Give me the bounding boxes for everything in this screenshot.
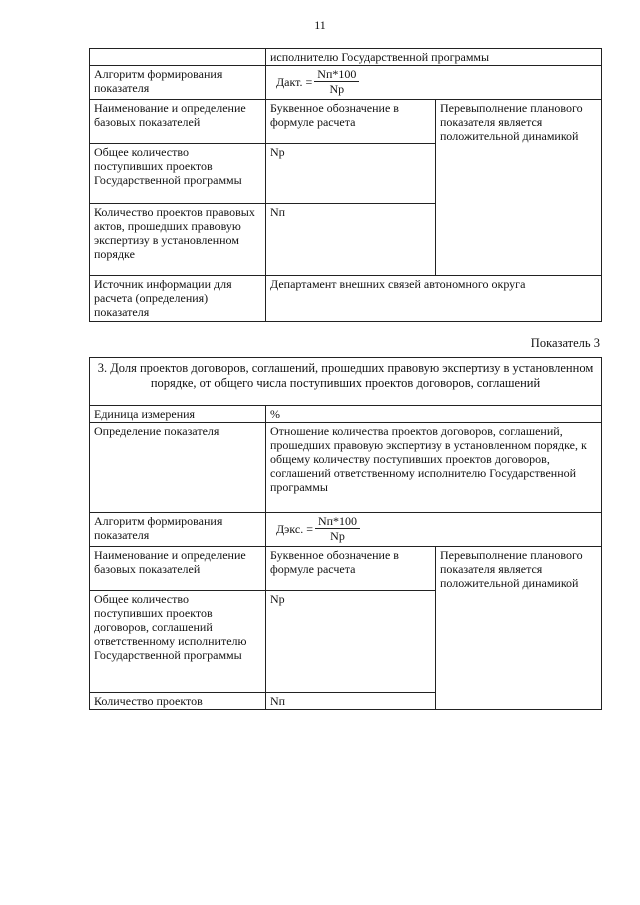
base-indicator-name: Общее количество поступивших проектов Государственной программы bbox=[90, 144, 266, 204]
base-indicator-symbol: Nп bbox=[266, 693, 436, 710]
base-indicator-symbol: Nр bbox=[266, 591, 436, 693]
base-indicator-name: Общее количество поступивших проектов договоров, соглашений ответственному исполнителю Государственной программы bbox=[90, 591, 266, 693]
note-cell: Перевыполнение планового показателя является положительной динамикой bbox=[436, 547, 602, 710]
indicator-table-2-continued bbox=[89, 48, 602, 322]
base-indicators-header: Наименование и определение базовых показателей bbox=[90, 547, 266, 591]
algorithm-label: Алгоритм формирования показателя bbox=[90, 66, 266, 100]
formula-denominator: Nр bbox=[330, 529, 345, 543]
indicator-table-3 bbox=[89, 357, 602, 710]
formula-cell bbox=[266, 513, 602, 547]
indicator-label: Показатель 3 bbox=[530, 336, 600, 350]
note-cell: Перевыполнение планового показателя является положительной динамикой bbox=[436, 100, 602, 276]
algorithm-label: Алгоритм формирования показателя bbox=[90, 513, 266, 547]
formula-lhs: Дэкс. = bbox=[276, 522, 313, 536]
definition-value: Отношение количества проектов договоров, соглашений, прошедших правовую экспертизу в установленном порядке, к общему количеству поступивших проектов договоров, соглашений ответственному исполнителю Государственной программы bbox=[266, 423, 602, 513]
formula-numerator: Nп*100 bbox=[315, 515, 360, 529]
formula-fraction bbox=[314, 68, 359, 96]
formula bbox=[270, 67, 597, 97]
continuation-text: исполнителю Государственной программы bbox=[266, 49, 602, 66]
formula-cell bbox=[266, 66, 602, 100]
symbol-header: Буквенное обозначение в формуле расчета bbox=[266, 547, 436, 591]
empty-cell bbox=[90, 49, 266, 66]
base-indicator-name: Количество проектов правовых актов, прошедших правовую экспертизу в установленном порядке bbox=[90, 204, 266, 276]
formula bbox=[270, 514, 597, 544]
base-indicator-symbol: Nп bbox=[266, 204, 436, 276]
source-value: Департамент внешних связей автономного округа bbox=[266, 276, 602, 322]
source-label: Источник информации для расчета (определения) показателя bbox=[90, 276, 266, 322]
page-number: 11 bbox=[314, 18, 326, 32]
symbol-header: Буквенное обозначение в формуле расчета bbox=[266, 100, 436, 144]
unit-value: % bbox=[266, 406, 602, 423]
base-indicator-symbol: Nр bbox=[266, 144, 436, 204]
indicator-title: 3. Доля проектов договоров, соглашений, прошедших правовую экспертизу в установленном порядке, от общего числа поступивших проектов договоров, соглашений bbox=[90, 358, 602, 406]
formula-denominator: Nр bbox=[329, 82, 345, 96]
unit-label: Единица измерения bbox=[90, 406, 266, 423]
formula-numerator: Nп*100 bbox=[314, 68, 359, 82]
formula-fraction bbox=[315, 515, 360, 543]
formula-lhs: Дакт. = bbox=[276, 75, 313, 89]
definition-label: Определение показателя bbox=[90, 423, 266, 513]
base-indicators-header: Наименование и определение базовых показателей bbox=[90, 100, 266, 144]
base-indicator-name: Количество проектов bbox=[90, 693, 266, 710]
